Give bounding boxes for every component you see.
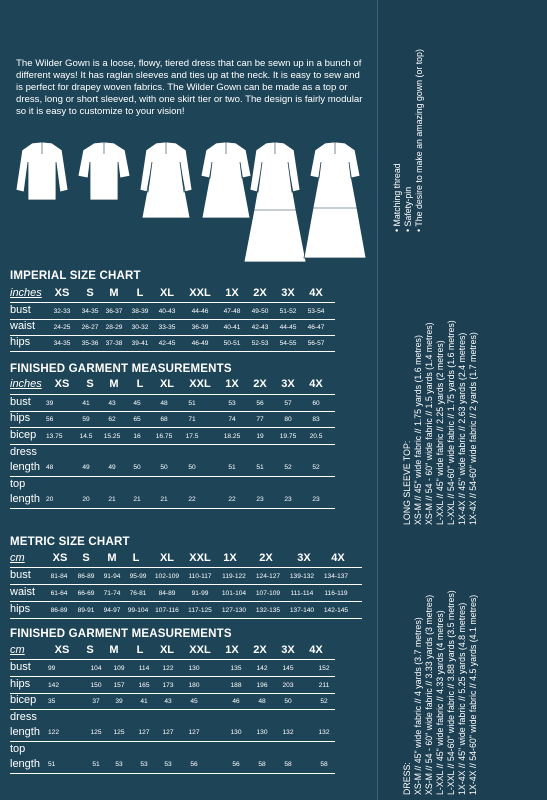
notion-item: • Safety-pin [403, 186, 413, 232]
size-header: XXL [189, 552, 211, 564]
finished-imperial-row-dress-length [10, 445, 362, 475]
cell: 86-89 [77, 573, 95, 580]
cell: 39 [46, 400, 54, 407]
cell: 142-145 [323, 607, 349, 614]
finished-metric-header-row [10, 644, 362, 660]
size-header: 1X [225, 378, 239, 390]
size-header: XS [52, 552, 68, 564]
fabric-line: L-XXL // 54-60" wide fabric // 3.88 yards (3.5 metres) [446, 590, 456, 795]
cell: 127 [188, 729, 200, 736]
row-label: top length [10, 743, 40, 770]
fabric-line: XS-M // 45" wide fabric // 1.75 yards (1.6 metres) [413, 335, 423, 525]
row-label: hips [10, 603, 31, 615]
finished-metric-row-bicep [10, 694, 362, 710]
cell: 20.5 [309, 433, 323, 440]
cell: 53 [228, 400, 236, 407]
cell: 14.5 [79, 433, 93, 440]
row-label: bicep [10, 694, 37, 706]
cell: 34-35 [53, 340, 71, 347]
cell: 60 [312, 400, 320, 407]
cell: 125 [90, 729, 102, 736]
cell: 36-37 [105, 308, 123, 315]
cell: 18.25 [223, 433, 241, 440]
cell: 91-94 [103, 573, 121, 580]
size-header: 4X [309, 644, 323, 656]
cell: 46 [232, 698, 240, 705]
cell: 130 [256, 729, 268, 736]
imperial-row-hips [10, 336, 362, 352]
metric-row-waist [10, 586, 372, 602]
cell: 36-39 [191, 324, 209, 331]
cell: 134-137 [323, 573, 349, 580]
size-header: 3X [297, 552, 311, 564]
cell: 13.75 [46, 433, 63, 440]
size-header: XXL [189, 287, 211, 299]
fabric-line: L-XXL // 54-60" wide fabric // 1.75 yards (1.6 metres) [446, 320, 456, 525]
cell: 51 [256, 464, 264, 471]
cell: 203 [282, 682, 294, 689]
cell: 41 [82, 400, 90, 407]
cell: 74 [228, 416, 236, 423]
cell: 46-49 [191, 340, 209, 347]
cell: 49 [108, 464, 116, 471]
cell: 19.75 [279, 433, 297, 440]
row-label: hips [10, 336, 31, 348]
cell: 165 [138, 682, 150, 689]
cell: 142 [256, 665, 268, 672]
cell: 51 [188, 400, 196, 407]
cell: 51 [228, 464, 236, 471]
cell: 50 [188, 464, 196, 471]
cell: 122 [162, 665, 174, 672]
size-header: L [136, 378, 144, 390]
fabric-line: L-XXL // 45" wide fabric // 4.33 yards (4 metres) [435, 610, 445, 795]
fabric-requirements-panel [377, 0, 547, 800]
cell: 62 [108, 416, 116, 423]
cell: 68 [160, 416, 168, 423]
size-header: 2X [253, 287, 267, 299]
cell: 157 [113, 682, 125, 689]
cell: 114 [138, 665, 150, 672]
cell: 21 [133, 496, 141, 503]
cell: 53 [115, 761, 123, 768]
cell: 99 [48, 665, 56, 672]
cell: 56 [190, 761, 198, 768]
cell: 23 [256, 496, 264, 503]
cell: 50-51 [223, 340, 241, 347]
row-label: bust [10, 661, 31, 673]
cell: 53 [140, 761, 148, 768]
cell: 130 [230, 729, 242, 736]
size-header: S [86, 287, 94, 299]
size-header: L [136, 287, 144, 299]
cell: 47-48 [223, 308, 241, 315]
cell: 76-81 [129, 590, 147, 597]
finished-imperial-row-bicep [10, 429, 362, 445]
cell: 16 [133, 433, 141, 440]
notion-item: • The desire to make an amazing gown (or top) [414, 49, 424, 232]
size-header: 3X [281, 287, 295, 299]
cell: 48 [258, 698, 266, 705]
size-header: M [109, 644, 119, 656]
cell: 42-45 [158, 340, 176, 347]
cell: 49 [82, 464, 90, 471]
row-label: waist [10, 320, 36, 332]
cell: 107-116 [155, 607, 179, 614]
finished-imperial-unit-label: inches [10, 378, 42, 390]
size-header: 2X [253, 644, 267, 656]
cell: 56-57 [307, 340, 325, 347]
cell: 45 [133, 400, 141, 407]
cell: 102-109 [154, 573, 180, 580]
size-header: 1X [225, 287, 239, 299]
size-header: 4X [309, 378, 323, 390]
fabric-line: L-XXL // 45" wide fabric // 2.25 yards (2 metres) [435, 340, 445, 525]
row-label: hips [10, 412, 31, 424]
cell: 139-132 [289, 573, 315, 580]
cell: 30-32 [131, 324, 149, 331]
cell: 26-27 [81, 324, 99, 331]
cell: 84-89 [158, 590, 176, 597]
size-header: 4X [331, 552, 345, 564]
cell: 91-99 [191, 590, 209, 597]
size-header: M [109, 287, 119, 299]
cell: 127 [162, 729, 174, 736]
cell: 35-36 [81, 340, 99, 347]
finished-metric-unit-label: cm [10, 644, 25, 656]
cell: 23 [284, 496, 292, 503]
row-label: dress length [10, 446, 40, 473]
size-header: M [107, 552, 117, 564]
imperial-header-row [10, 287, 362, 303]
cell: 48 [160, 400, 168, 407]
imperial-unit-label: inches [10, 287, 42, 299]
garment-illustrations [10, 140, 370, 265]
fabric-line: 1X-4X // 45" wide fabric // 2.63 yards (2.4 metres) [457, 332, 467, 525]
intro-text: The Wilder Gown is a loose, flowy, tiered dress that can be sewn up in a bunch of different ways! It has raglan sleeves and ties up at the neck. It is easy to sew and is perfect for drapey woven fabrics. The Wilder Gown can be made as a top or dress, long or short sleeved, with one skirt tier or two. The design is fairly modular so it is easy to customize to your vision! [16, 58, 363, 117]
row-label: bust [10, 396, 31, 408]
cell: 45 [190, 698, 198, 705]
finished-metric-row-hips [10, 678, 362, 694]
cell: 46-47 [307, 324, 325, 331]
row-label: bust [10, 569, 31, 581]
finished-metric-row-top-length [10, 742, 362, 772]
metric-header-row [10, 552, 372, 568]
cell: 20 [82, 496, 90, 503]
cell: 196 [256, 682, 268, 689]
cell: 50 [160, 464, 168, 471]
size-header: XXL [189, 644, 211, 656]
cell: 119-122 [222, 573, 246, 580]
cell: 142 [48, 682, 60, 689]
cell: 132-135 [255, 607, 281, 614]
cell: 110-117 [188, 573, 212, 580]
imperial-row-bust [10, 304, 362, 320]
fabric-line: XS-M // 45" wide fabric // 4 yards (3.7 metres) [413, 617, 423, 795]
size-header: 1X [223, 552, 237, 564]
finished-metric-row-dress-length [10, 710, 362, 740]
cell: 61-64 [50, 590, 68, 597]
cell: 135 [230, 665, 242, 672]
cell: 22 [188, 496, 196, 503]
cell: 53-54 [307, 308, 325, 315]
metric-title: METRIC SIZE CHART [10, 536, 130, 548]
cell: 109 [113, 665, 125, 672]
cell: 37 [92, 698, 100, 705]
cell: 124-127 [255, 573, 281, 580]
size-header: 1X [225, 644, 239, 656]
imperial-row-waist [10, 320, 362, 336]
dress-heading: DRESS: [402, 762, 412, 795]
cell: 24-25 [53, 324, 71, 331]
cell: 116-119 [324, 590, 348, 597]
row-label: hips [10, 678, 31, 690]
cell: 173 [162, 682, 174, 689]
size-header: S [86, 378, 94, 390]
size-header: 3X [281, 378, 295, 390]
cell: 211 [318, 682, 330, 689]
cell: 104 [90, 665, 102, 672]
cell: 16.75 [155, 433, 173, 440]
cell: 43 [108, 400, 116, 407]
metric-unit-label: cm [10, 552, 25, 564]
finished-imperial-row-hips [10, 412, 362, 428]
cell: 80 [284, 416, 292, 423]
cell: 58 [258, 761, 266, 768]
cell: 37-38 [105, 340, 123, 347]
finished-imperial-title: FINISHED GARMENT MEASUREMENTS [10, 363, 232, 375]
cell: 132 [318, 729, 330, 736]
cell: 33-35 [158, 324, 176, 331]
size-header: XXL [189, 378, 211, 390]
cell: 50 [284, 698, 292, 705]
cell: 44-45 [279, 324, 297, 331]
cell: 58 [320, 761, 328, 768]
cell: 56 [232, 761, 240, 768]
size-header: M [109, 378, 119, 390]
cell: 35 [48, 698, 56, 705]
finished-imperial-header-row [10, 378, 362, 394]
finished-metric-title: FINISHED GARMENT MEASUREMENTS [10, 628, 232, 640]
cell: 188 [230, 682, 242, 689]
row-label: top length [10, 478, 40, 505]
notion-item: • Matching thread [392, 163, 402, 232]
cell: 56 [46, 416, 54, 423]
cell: 130 [188, 665, 200, 672]
size-header: 4X [309, 287, 323, 299]
cell: 21 [108, 496, 116, 503]
cell: 117-125 [188, 607, 212, 614]
long-sleeve-top-requirements [402, 320, 479, 525]
cell: 83 [312, 416, 320, 423]
cell: 95-99 [129, 573, 147, 580]
size-header: 3X [281, 644, 295, 656]
size-header: XS [54, 378, 70, 390]
cell: 81-84 [50, 573, 68, 580]
cell: 77 [256, 416, 264, 423]
cell: 71-74 [103, 590, 121, 597]
fabric-line: XS-M // 54 - 60" wide fabric // 3.33 yards (3 metres) [424, 594, 434, 795]
cell: 125 [113, 729, 125, 736]
cell: 101-104 [221, 590, 247, 597]
cell: 89-91 [77, 607, 95, 614]
cell: 107-109 [255, 590, 281, 597]
size-header: XS [54, 287, 70, 299]
cell: 43 [164, 698, 172, 705]
size-header: S [82, 552, 90, 564]
cell: 52 [284, 464, 292, 471]
row-label: bust [10, 304, 31, 316]
cell: 58 [284, 761, 292, 768]
long-sleeve-top-heading: LONG SLEEVE TOP: [402, 440, 412, 525]
cell: 127 [138, 729, 150, 736]
size-header: 2X [253, 378, 267, 390]
cell: 40-41 [223, 324, 241, 331]
cell: 122 [48, 729, 60, 736]
tiered-long-sleeve-gown-illustration [244, 142, 306, 262]
cell: 59 [82, 416, 90, 423]
cell: 39-41 [131, 340, 149, 347]
cell: 56 [256, 400, 264, 407]
size-header: 2X [259, 552, 273, 564]
cell: 23 [312, 496, 320, 503]
fabric-line: 1X-4X // 54-60" wide fabric // 2 yards (1.7 metres) [468, 332, 478, 525]
cell: 111-114 [290, 590, 314, 597]
finished-metric-row-bust [10, 661, 362, 677]
cell: 17.5 [185, 433, 199, 440]
fabric-line: 1X-4X // 54-60" wide fabric // 4.5 yards (4.1 metres) [468, 594, 478, 795]
size-header: XL [159, 378, 175, 390]
fabric-line: XS-M // 54 - 60" wide fabric // 1.5 yards (1.4 metres) [424, 322, 434, 525]
cell: 22 [228, 496, 236, 503]
cell: 21 [160, 496, 168, 503]
cell: 51-52 [279, 308, 297, 315]
cell: 49-50 [251, 308, 269, 315]
cell: 51 [92, 761, 100, 768]
fabric-line: 1X-4X // 45" wide fabric // 5.25 yards (4.8 metres) [457, 602, 467, 795]
cell: 51 [48, 761, 56, 768]
cell: 180 [188, 682, 200, 689]
cell: 53 [164, 761, 172, 768]
cell: 145 [282, 665, 294, 672]
cell: 57 [284, 400, 292, 407]
finished-imperial-row-bust [10, 396, 362, 412]
metric-row-bust [10, 569, 372, 585]
cell: 94-97 [103, 607, 121, 614]
tiered-short-sleeve-gown-illustration [304, 142, 366, 258]
cell: 52 [312, 464, 320, 471]
cell: 127-130 [221, 607, 247, 614]
row-label: dress length [10, 711, 40, 738]
cell: 137-140 [289, 607, 315, 614]
cell: 39 [115, 698, 123, 705]
cell: 41 [140, 698, 148, 705]
row-label: waist [10, 586, 36, 598]
cell: 28-29 [105, 324, 123, 331]
imperial-title: IMPERIAL SIZE CHART [10, 270, 141, 282]
cell: 65 [133, 416, 141, 423]
cell: 15.25 [103, 433, 121, 440]
cell: 152 [318, 665, 330, 672]
cell: 71 [188, 416, 196, 423]
cell: 86-89 [50, 607, 68, 614]
cell: 150 [90, 682, 102, 689]
size-header: S [86, 644, 94, 656]
cell: 132 [282, 729, 294, 736]
cell: 44-46 [191, 308, 209, 315]
cell: 54-55 [279, 340, 297, 347]
size-header: L [132, 552, 140, 564]
size-header: XS [54, 644, 70, 656]
size-header: XL [159, 644, 175, 656]
dress-requirements [402, 590, 479, 795]
size-header: XL [159, 287, 175, 299]
notions-list [392, 49, 425, 232]
cell: 66-69 [77, 590, 95, 597]
cell: 32-33 [53, 308, 71, 315]
cell: 34-35 [81, 308, 99, 315]
finished-imperial-row-top-length [10, 477, 362, 507]
size-header: XL [159, 552, 175, 564]
metric-row-hips [10, 603, 372, 619]
cell: 99-104 [127, 607, 149, 614]
cell: 38-39 [131, 308, 149, 315]
cell: 42-43 [251, 324, 269, 331]
size-header: L [136, 644, 144, 656]
cell: 40-43 [158, 308, 176, 315]
cell: 20 [46, 496, 54, 503]
cell: 52 [320, 698, 328, 705]
cell: 19 [256, 433, 264, 440]
cell: 48 [46, 464, 54, 471]
cell: 52-53 [251, 340, 269, 347]
row-label: bicep [10, 429, 37, 441]
cell: 50 [133, 464, 141, 471]
